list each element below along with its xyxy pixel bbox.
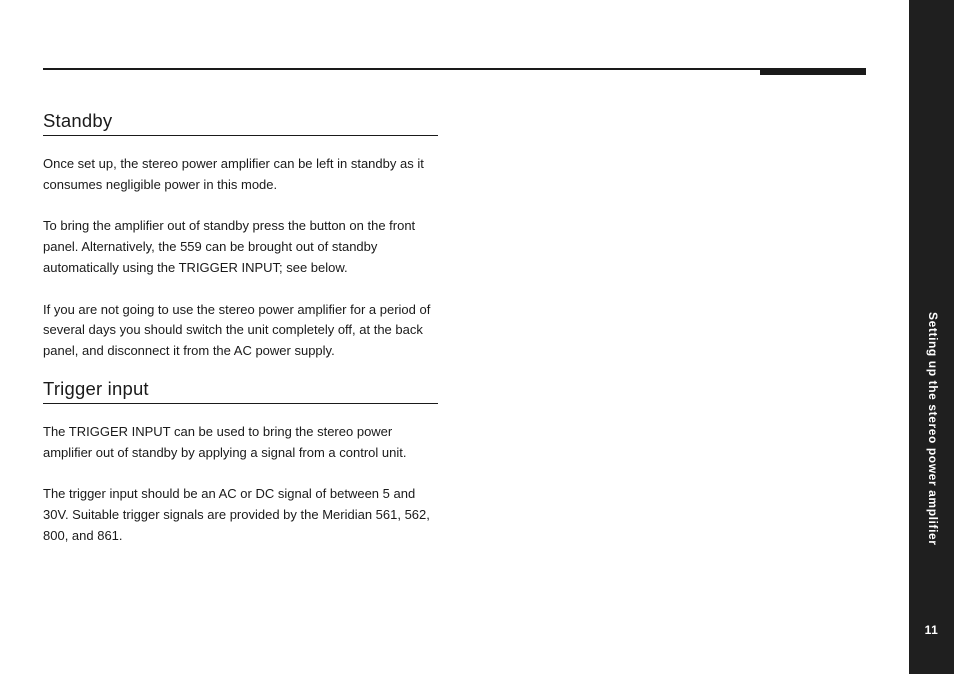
chapter-sidebar: [909, 0, 954, 674]
section-heading: Trigger input: [43, 378, 438, 404]
section-heading: Standby: [43, 110, 438, 136]
paragraph: To bring the amplifier out of standby press the button on the front panel. Alternatively, the 559 can be brought out of standby automatically using the TRIGGER INPUT; see below.: [43, 218, 416, 275]
paragraph: The trigger input should be an AC or DC signal of between 5 and 30V. Suitable trigger signals are provided by the Meridian 561, 562, 800, and 861.: [43, 486, 430, 543]
paragraph: If you are not going to use the stereo power amplifier for a period of several days you should switch the unit completely off, at the back panel, and disconnect it from the AC power supply.: [43, 301, 431, 359]
section-standby: [43, 110, 438, 362]
paragraph: Once set up, the stereo power amplifier can be left in standby as it consumes negligible power in this mode.: [43, 156, 424, 192]
section-trigger-input: [43, 378, 438, 547]
header-rule-accent: [760, 68, 866, 75]
content-column: [43, 110, 438, 547]
chapter-title: Setting up the stereo power amplifier: [925, 312, 940, 546]
header-rule: [43, 68, 865, 70]
paragraph: The TRIGGER INPUT can be used to bring the stereo power amplifier out of standby by applying a signal from a control unit.: [43, 423, 407, 460]
page-number: 11: [924, 623, 939, 637]
